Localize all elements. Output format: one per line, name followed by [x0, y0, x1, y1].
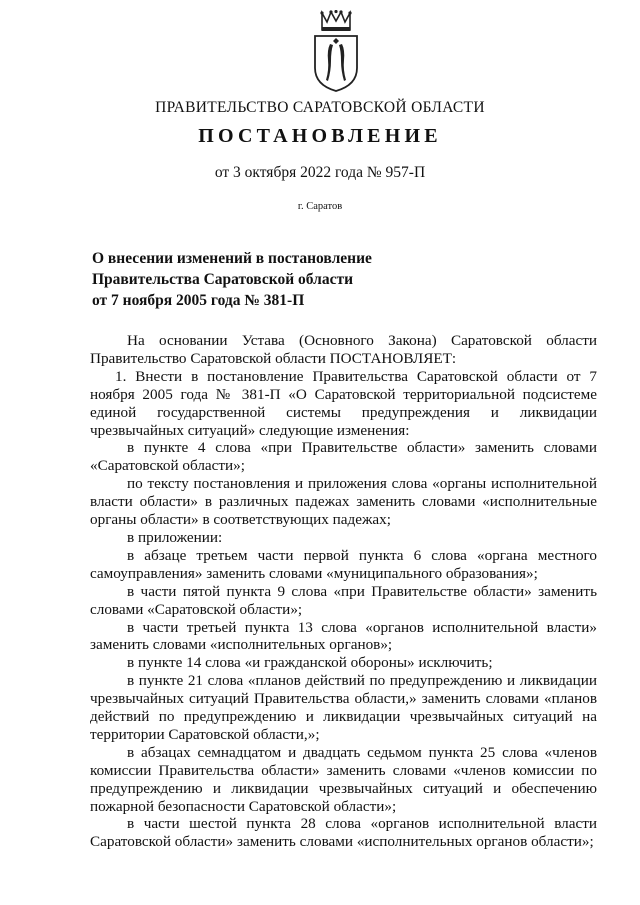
body-paragraph: в пункте 14 слова «и гражданской обороны» исключить;: [127, 654, 493, 672]
body-paragraph: в части шестой пункта 28 слова «органов исполнительной власти Саратовской области» заменить словами «исполнительных органов области»;: [90, 815, 597, 851]
document-subject: [92, 248, 372, 311]
body-paragraph: в части пятой пункта 9 слова «при Правительстве области» заменить словами «Саратовской области»;: [90, 582, 597, 618]
body-paragraph: в пункте 4 слова «при Правительстве области» заменить словами «Саратовской области»;: [90, 439, 597, 475]
body-paragraph: в абзацах семнадцатом и двадцать седьмом пункта 25 слова «членов комиссии Правительства области» заменить словами «членов комиссии по предупреждению и ликвидации чрезвычайных ситуаций и обеспечению пожарной безопасности Саратовской области»;: [90, 743, 597, 815]
city-name: г. Саратов: [297, 201, 343, 212]
organization-name: ПРАВИТЕЛЬСТВО САРАТОВСКОЙ ОБЛАСТИ: [155, 99, 485, 116]
body-paragraph: в абзаце третьем части первой пункта 6 слова «органа местного самоуправления» заменить словами «муниципального образования»;: [90, 546, 597, 582]
saratov-coat-of-arms-icon: [309, 10, 363, 94]
subject-line: О внесении изменений в постановление: [92, 250, 372, 267]
body-paragraph: На основании Устава (Основного Закона) Саратовской области Правительство Саратовской области ПОСТАНОВЛЯЕТ:: [90, 332, 597, 367]
document-date-number: от 3 октября 2022 года № 957-П: [214, 164, 426, 181]
body-paragraph: в приложении:: [127, 528, 223, 546]
subject-line: Правительства Саратовской области: [92, 271, 353, 288]
body-paragraph: в части третьей пункта 13 слова «органов исполнительной власти» заменить словами «исполнительных органов»;: [90, 618, 597, 654]
document-body: [90, 332, 597, 851]
body-paragraph: в пункте 21 слова «планов действий по предупреждению и ликвидации чрезвычайных ситуаций Правительства области,» заменить словами «планов действий по предупреждению и ликвидации чрезвычайных ситуаций на территории Саратовской области,»;: [90, 672, 597, 743]
document-type: ПОСТАНОВЛЕНИЕ: [198, 125, 442, 147]
subject-line: от 7 ноября 2005 года № 381-П: [92, 292, 305, 309]
body-paragraph: 1. Внести в постановление Правительства Саратовской области от 7 ноября 2005 года № 381-П «О Саратовской территориальной подсистеме единой государственной системы предупреждения и ликвидации чрезвычайных ситуаций» следующие изменения:: [90, 367, 597, 439]
body-paragraph: по тексту постановления и приложения слова «органы исполнительной власти области» в различных падежах заменить словами «исполнительные органы области» в соответствующих падежах;: [90, 475, 597, 529]
